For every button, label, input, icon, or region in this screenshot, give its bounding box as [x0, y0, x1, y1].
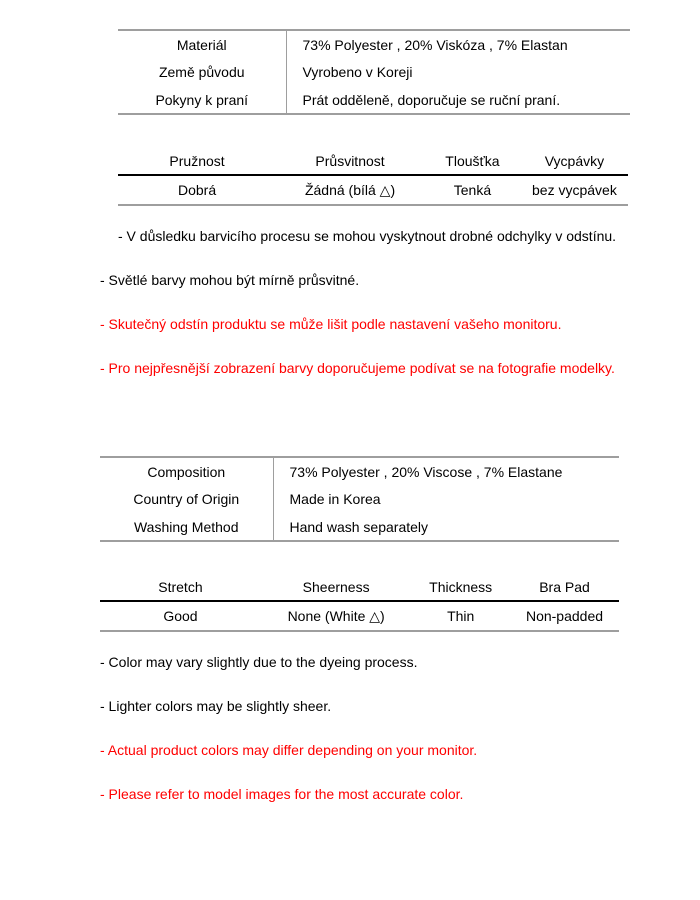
attr-header-thickness: Tloušťka — [424, 148, 521, 175]
table-header-row — [100, 574, 619, 601]
attr-value-brapad: Non-padded — [510, 601, 619, 631]
info-label-origin: Země původu — [158, 64, 245, 80]
attr-header-thickness: Thickness — [411, 574, 510, 601]
note-text: - V důsledku barvicího procesu se mohou vyskytnout drobné odchylky v odstínu. — [118, 228, 617, 244]
table-row — [100, 485, 619, 513]
attr-value-thickness: Tenká — [424, 175, 521, 205]
note-text: - Lighter colors may be slightly sheer. — [100, 698, 332, 714]
english-notes — [100, 654, 700, 802]
note-text-warning: - Please refer to model images for the most accurate color. — [100, 786, 464, 802]
info-label-origin: Country of Origin — [133, 491, 240, 507]
table-header-row — [118, 148, 628, 175]
attr-value-sheerness: None (White △) — [261, 601, 412, 631]
czech-notes — [100, 228, 700, 376]
english-info-section — [100, 456, 700, 802]
attr-value-stretch: Dobrá — [118, 175, 276, 205]
info-value-origin: Vyrobeno v Koreji — [286, 58, 630, 86]
info-value-washing: Hand wash separately — [273, 513, 619, 541]
note-text: - Světlé barvy mohou být mírně průsvitné. — [100, 272, 360, 288]
note-text-warning: - Actual product colors may differ depending on your monitor. — [100, 742, 478, 758]
table-value-row — [118, 175, 628, 205]
info-value-washing: Prát odděleně, doporučuje se ruční praní. — [286, 86, 630, 114]
info-value-material: 73% Polyester , 20% Viskóza , 7% Elastan — [286, 30, 630, 58]
info-label-material: Materiál — [176, 36, 227, 53]
info-label-composition: Composition — [147, 463, 226, 480]
attr-value-stretch: Good — [100, 601, 261, 631]
english-attributes-table — [100, 574, 619, 632]
note-text: - Color may vary slightly due to the dyeing process. — [100, 654, 418, 670]
czech-attributes-table — [118, 148, 628, 206]
info-label-washing: Washing Method — [133, 518, 239, 535]
attr-header-stretch: Stretch — [100, 574, 261, 601]
english-fabric-info-table — [100, 456, 619, 542]
info-value-composition: 73% Polyester , 20% Viscose , 7% Elastane — [273, 457, 619, 485]
attr-header-brapad: Bra Pad — [510, 574, 619, 601]
attr-header-sheerness: Sheerness — [261, 574, 412, 601]
table-row — [118, 30, 630, 58]
attr-header-brapad: Vycpávky — [521, 148, 628, 175]
attr-value-thickness: Thin — [411, 601, 510, 631]
table-row — [118, 58, 630, 86]
attr-header-sheerness: Průsvitnost — [276, 148, 424, 175]
note-text-warning: - Pro nejpřesnější zobrazení barvy doporučujeme podívat se na fotografie modelky. — [100, 360, 615, 376]
info-value-origin: Made in Korea — [273, 485, 619, 513]
attr-value-brapad: bez vycpávek — [521, 175, 628, 205]
note-text-warning: - Skutečný odstín produktu se může lišit podle nastavení vašeho monitoru. — [100, 316, 562, 332]
attr-header-stretch: Pružnost — [118, 148, 276, 175]
info-label-washing: Pokyny k praní — [155, 91, 249, 108]
attr-value-sheerness: Žádná (bílá △) — [276, 175, 424, 205]
table-row — [100, 513, 619, 541]
czech-info-section — [100, 0, 700, 376]
czech-fabric-info-table — [118, 29, 630, 115]
table-row — [100, 457, 619, 485]
table-row — [118, 86, 630, 114]
table-value-row — [100, 601, 619, 631]
